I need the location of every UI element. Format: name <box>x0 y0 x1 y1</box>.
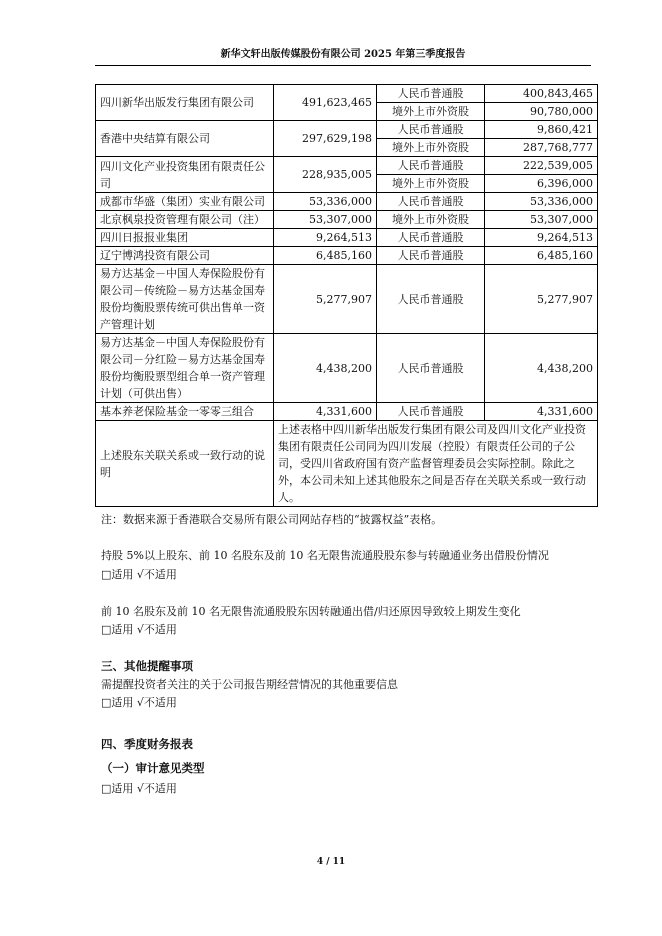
table-row <box>96 211 598 229</box>
share-quantity: 53,336,000 <box>485 193 598 211</box>
shares-held: 297,629,198 <box>274 121 377 157</box>
share-quantity: 287,768,777 <box>485 139 598 157</box>
table-row <box>96 121 598 139</box>
section-three-choice: □适用 √不适用 <box>101 696 177 709</box>
lending-choice: □适用 √不适用 <box>101 568 177 581</box>
section-four-heading: 四、季度财务报表 <box>101 737 193 751</box>
table-row <box>96 265 598 334</box>
shares-held: 9,264,513 <box>274 229 377 247</box>
share-quantity: 9,264,513 <box>485 229 598 247</box>
shares-held: 53,307,000 <box>274 211 377 229</box>
shares-held: 228,935,005 <box>274 157 377 193</box>
shareholder-table <box>95 84 598 507</box>
share-type: 人民币普通股 <box>377 229 485 247</box>
share-quantity: 53,307,000 <box>485 211 598 229</box>
share-quantity: 9,860,421 <box>485 121 598 139</box>
section-three-text: 需提醒投资者关注的关于公司报告期经营情况的其他重要信息 <box>101 678 398 691</box>
change-choice: □适用 √不适用 <box>101 623 177 636</box>
share-quantity: 5,277,907 <box>485 265 598 334</box>
page-header: 新华文轩出版传媒股份有限公司 2025 年第三季度报告 <box>95 45 591 66</box>
share-quantity: 4,438,200 <box>485 334 598 403</box>
table-row <box>96 421 598 507</box>
audit-opinion-heading: （一）审计意见类型 <box>101 761 205 775</box>
share-type: 人民币普通股 <box>377 334 485 403</box>
shares-held: 53,336,000 <box>274 193 377 211</box>
share-type: 人民币普通股 <box>377 265 485 334</box>
table-row <box>96 229 598 247</box>
section-three-heading: 三、其他提醒事项 <box>101 659 193 673</box>
share-type: 境外上市外资股 <box>377 103 485 121</box>
shareholder-name: 辽宁博鸿投资有限公司 <box>96 247 274 265</box>
shareholder-name: 四川日报报业集团 <box>96 229 274 247</box>
table-row <box>96 157 598 175</box>
change-question: 前 10 名股东及前 10 名无限售流通股股东因转融通出借/归还原因导致较上期发生变化 <box>101 605 521 618</box>
page-number: 4 / 11 <box>316 857 346 867</box>
audit-opinion-choice: □适用 √不适用 <box>101 782 177 795</box>
share-type: 境外上市外资股 <box>377 175 485 193</box>
table-row <box>96 193 598 211</box>
shares-held: 4,331,600 <box>274 403 377 421</box>
share-quantity: 4,331,600 <box>485 403 598 421</box>
share-quantity: 222,539,005 <box>485 157 598 175</box>
table-row <box>96 334 598 403</box>
table-row <box>96 85 598 103</box>
share-quantity: 400,843,465 <box>485 85 598 103</box>
share-type: 境外上市外资股 <box>377 211 485 229</box>
shareholder-name: 成都市华盛（集团）实业有限公司 <box>96 193 274 211</box>
share-type: 境外上市外资股 <box>377 139 485 157</box>
share-quantity: 90,780,000 <box>485 103 598 121</box>
share-type: 人民币普通股 <box>377 85 485 103</box>
data-source-note: 注：数据来源于香港联合交易所有限公司网站存档的“披露权益”表格。 <box>101 513 443 526</box>
share-quantity: 6,396,000 <box>485 175 598 193</box>
share-quantity: 6,485,160 <box>485 247 598 265</box>
shareholder-name: 香港中央结算有限公司 <box>96 121 274 157</box>
shareholder-name: 基本养老保险基金一零零三组合 <box>96 403 274 421</box>
share-type: 人民币普通股 <box>377 247 485 265</box>
shareholder-name: 四川文化产业投资集团有限责任公司 <box>96 157 274 193</box>
shareholder-name: 易方达基金－中国人寿保险股份有限公司－传统险－易方达基金国寿股份均衡股票传统可供出售单一资产管理计划 <box>96 265 274 334</box>
lending-question: 持股 5%以上股东、前 10 名股东及前 10 名无限售流通股股东参与转融通业务出借股份情况 <box>101 549 549 562</box>
shareholder-name: 易方达基金－中国人寿保险股份有限公司－分红险－易方达基金国寿股份均衡股票型组合单一资产管理计划（可供出售） <box>96 334 274 403</box>
share-type: 人民币普通股 <box>377 121 485 139</box>
share-type: 人民币普通股 <box>377 157 485 175</box>
shareholder-name: 北京枫泉投资管理有限公司（注） <box>96 211 274 229</box>
share-type: 人民币普通股 <box>377 403 485 421</box>
shares-held: 4,438,200 <box>274 334 377 403</box>
table-row <box>96 247 598 265</box>
shares-held: 491,623,465 <box>274 85 377 121</box>
table-row <box>96 403 598 421</box>
shares-held: 6,485,160 <box>274 247 377 265</box>
shares-held: 5,277,907 <box>274 265 377 334</box>
shareholder-name: 四川新华出版发行集团有限公司 <box>96 85 274 121</box>
share-type: 人民币普通股 <box>377 193 485 211</box>
relation-text: 上述表格中四川新华出版发行集团有限公司及四川文化产业投资集团有限责任公司同为四川发展（控股）有限责任公司的子公司，受四川省政府国有资产监督管理委员会实际控制。除此之外，本公司未知上述其他股东之间是否存在关联关系或一致行动人。 <box>274 421 598 507</box>
relation-label: 上述股东关联关系或一致行动的说明 <box>96 421 274 507</box>
